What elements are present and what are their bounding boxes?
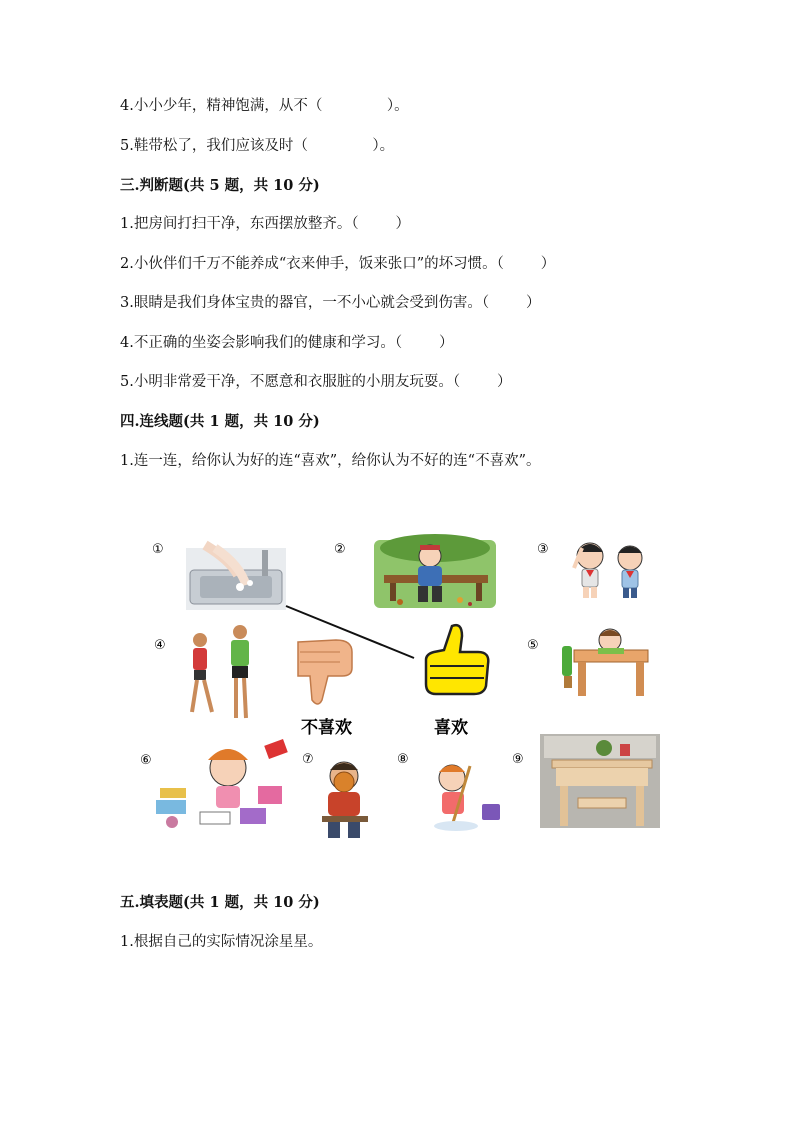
- item-number-5: ⑤: [527, 638, 539, 653]
- dislike-label: 不喜欢: [301, 718, 352, 738]
- picture-tidy-desk: [540, 734, 660, 828]
- item-number-2: ②: [334, 542, 346, 557]
- picture-girl-mopping: [434, 765, 500, 831]
- matching-question: 1.连一连，给你认为好的连“喜欢”，给你认为不好的连“不喜欢”。: [120, 453, 541, 469]
- star-question: 1.根据自己的实际情况涂星星。: [120, 934, 323, 950]
- picture-littering-man: [374, 534, 496, 608]
- picture-boy-eating: [322, 762, 368, 838]
- like-label: 喜欢: [434, 718, 468, 738]
- fill-in-q5: 5.鞋带松了，我们应该及时（ ）。: [120, 138, 395, 154]
- item-number-8: ⑧: [397, 752, 409, 767]
- picture-runners: [192, 625, 249, 718]
- item-number-3: ③: [537, 542, 549, 557]
- item-number-9: ⑨: [512, 752, 524, 767]
- judge-item-1: 1.把房间打扫干净，东西摆放整齐。（ ）: [120, 216, 410, 232]
- picture-child-at-desk: [562, 629, 648, 696]
- judge-item-3: 3.眼睛是我们身体宝贵的器官，一不小心就会受到伤害。（ ）: [120, 295, 541, 311]
- section3-heading: 三.判断题(共 5 题，共 10 分): [120, 177, 320, 194]
- picture-hand-washing: [186, 545, 286, 610]
- judge-item-4: 4.不正确的坐姿会影响我们的健康和学习。（ ）: [120, 335, 454, 351]
- section5-heading: 五.填表题(共 1 题，共 10 分): [120, 894, 320, 911]
- fill-in-q4: 4.小小少年，精神饱满，从不（ ）。: [120, 98, 409, 114]
- picture-messy-girl: [156, 739, 288, 828]
- item-number-7: ⑦: [302, 752, 314, 767]
- item-number-1: ①: [152, 542, 164, 557]
- section4-heading: 四.连线题(共 1 题，共 10 分): [120, 413, 320, 430]
- judge-item-2: 2.小伙伴们千万不能养成“衣来伸手，饭来张口”的坏习惯。（ ）: [120, 256, 556, 272]
- thumbs-down-icon: [298, 640, 352, 704]
- item-number-6: ⑥: [140, 753, 152, 768]
- item-number-4: ④: [154, 638, 166, 653]
- judge-item-5: 5.小明非常爱干净，不愿意和衣服脏的小朋友玩耍。（ ）: [120, 374, 512, 390]
- picture-children-saluting: [574, 543, 642, 598]
- thumbs-up-icon: [426, 625, 488, 694]
